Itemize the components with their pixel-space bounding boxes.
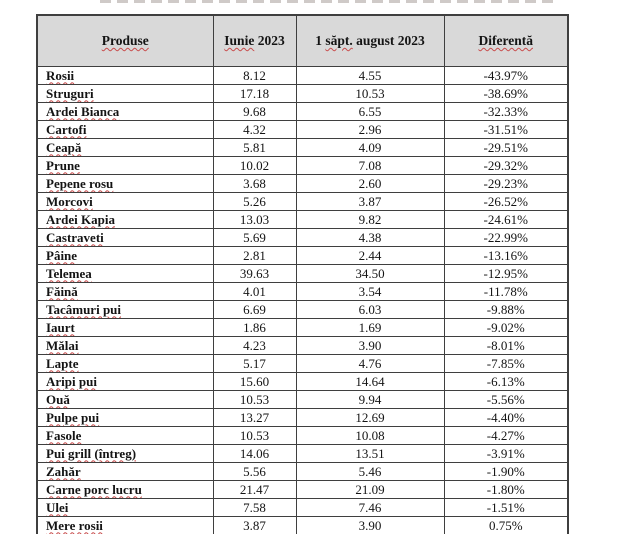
table-row (37, 445, 568, 463)
product-name-cell (37, 211, 213, 229)
product-name-label: Lapte (46, 355, 79, 371)
table-row (37, 247, 568, 265)
difference-cell: -1.90% (444, 463, 568, 481)
table-row (37, 463, 568, 481)
product-name-cell (37, 247, 213, 265)
product-name-cell (37, 319, 213, 337)
difference-cell: -38.69% (444, 85, 568, 103)
table-row (37, 157, 568, 175)
table-body (37, 67, 568, 534)
august-value-cell: 2.44 (296, 247, 444, 265)
product-name-cell (37, 193, 213, 211)
product-name-cell (37, 481, 213, 499)
product-name-label: Carne porc lucru (46, 481, 142, 497)
august-value-cell: 7.46 (296, 499, 444, 517)
product-name-cell (37, 283, 213, 301)
table-row (37, 175, 568, 193)
june-value-cell: 39.63 (213, 265, 296, 283)
table-row (37, 121, 568, 139)
table-row (37, 427, 568, 445)
price-comparison-table (36, 14, 569, 534)
table-row (37, 283, 568, 301)
product-name-cell (37, 139, 213, 157)
june-value-cell: 21.47 (213, 481, 296, 499)
june-value-cell: 4.23 (213, 337, 296, 355)
product-name-cell (37, 517, 213, 534)
product-name-label: Tacâmuri pui (46, 301, 122, 317)
june-value-cell: 10.02 (213, 157, 296, 175)
product-name-label: Cartofi (46, 121, 87, 137)
product-name-cell (37, 373, 213, 391)
august-value-cell: 12.69 (296, 409, 444, 427)
table-row (37, 409, 568, 427)
header-iunie-2023 (213, 15, 296, 67)
june-value-cell: 2.81 (213, 247, 296, 265)
june-value-cell: 5.81 (213, 139, 296, 157)
product-name-label: Pâine (46, 247, 78, 263)
difference-cell: -4.40% (444, 409, 568, 427)
product-name-cell (37, 157, 213, 175)
product-name-label: Zahăr (46, 463, 81, 479)
product-name-label: Pepene rosu (46, 175, 114, 191)
august-value-cell: 9.82 (296, 211, 444, 229)
june-value-cell: 17.18 (213, 85, 296, 103)
august-value-cell: 9.94 (296, 391, 444, 409)
header-august-2023 (296, 15, 444, 67)
product-name-cell (37, 121, 213, 139)
product-name-label: Morcovi (46, 193, 93, 209)
difference-cell: -9.88% (444, 301, 568, 319)
product-name-cell (37, 85, 213, 103)
header-august-abbrev: săpt. (325, 33, 353, 48)
august-value-cell: 14.64 (296, 373, 444, 391)
difference-cell: -29.51% (444, 139, 568, 157)
august-value-cell: 2.60 (296, 175, 444, 193)
june-value-cell: 14.06 (213, 445, 296, 463)
difference-cell: -6.13% (444, 373, 568, 391)
product-name-cell (37, 265, 213, 283)
product-name-cell (37, 301, 213, 319)
difference-cell: -1.51% (444, 499, 568, 517)
august-value-cell: 3.90 (296, 337, 444, 355)
table-row (37, 301, 568, 319)
product-name-label: Mere rosii (46, 517, 103, 533)
product-name-label: Rosii (46, 67, 75, 83)
header-iunie-year: 2023 (254, 33, 285, 48)
difference-cell: -13.16% (444, 247, 568, 265)
table-row (37, 337, 568, 355)
august-value-cell: 4.76 (296, 355, 444, 373)
product-name-cell (37, 391, 213, 409)
product-name-label: Struguri (46, 85, 94, 101)
difference-cell: -1.80% (444, 481, 568, 499)
product-name-label: Ardei Bianca (46, 103, 120, 119)
product-name-label: Aripi pui (46, 373, 97, 389)
product-name-label: Pulpe pui (46, 409, 100, 425)
june-value-cell: 13.27 (213, 409, 296, 427)
june-value-cell: 10.53 (213, 427, 296, 445)
august-value-cell: 5.46 (296, 463, 444, 481)
difference-cell: -12.95% (444, 265, 568, 283)
june-value-cell: 3.68 (213, 175, 296, 193)
table-row (37, 67, 568, 85)
table-row (37, 355, 568, 373)
table-row (37, 517, 568, 534)
product-name-label: Ulei (46, 499, 69, 515)
table-row (37, 265, 568, 283)
header-row (37, 15, 568, 67)
product-name-cell (37, 409, 213, 427)
product-name-label: Făină (46, 283, 78, 299)
product-name-label: Telemea (46, 265, 92, 281)
product-name-cell (37, 463, 213, 481)
table-row (37, 319, 568, 337)
product-name-cell (37, 229, 213, 247)
difference-cell: -29.23% (444, 175, 568, 193)
table-row (37, 211, 568, 229)
product-name-label: Ardei Kapia (46, 211, 115, 227)
table-row (37, 103, 568, 121)
product-name-cell (37, 499, 213, 517)
june-value-cell: 3.87 (213, 517, 296, 534)
august-value-cell: 6.03 (296, 301, 444, 319)
product-name-label: Prune (46, 157, 80, 173)
table-row (37, 85, 568, 103)
product-name-label: Pui grill (întreg) (46, 445, 137, 461)
june-value-cell: 5.69 (213, 229, 296, 247)
difference-cell: -29.32% (444, 157, 568, 175)
difference-cell: -4.27% (444, 427, 568, 445)
table-row (37, 391, 568, 409)
august-value-cell: 10.08 (296, 427, 444, 445)
product-name-label: Fasole (46, 427, 82, 443)
product-name-cell (37, 427, 213, 445)
august-value-cell: 4.09 (296, 139, 444, 157)
august-value-cell: 1.69 (296, 319, 444, 337)
product-name-cell (37, 337, 213, 355)
difference-cell: -3.91% (444, 445, 568, 463)
header-august-rest: august 2023 (352, 33, 425, 48)
table-row (37, 139, 568, 157)
product-name-cell (37, 175, 213, 193)
june-value-cell: 4.01 (213, 283, 296, 301)
product-name-cell (37, 445, 213, 463)
difference-cell: -7.85% (444, 355, 568, 373)
difference-cell: 0.75% (444, 517, 568, 534)
august-value-cell: 10.53 (296, 85, 444, 103)
june-value-cell: 5.56 (213, 463, 296, 481)
august-value-cell: 3.54 (296, 283, 444, 301)
product-name-cell (37, 355, 213, 373)
august-value-cell: 3.90 (296, 517, 444, 534)
table-row (37, 481, 568, 499)
header-diferenta-label: Diferentă (478, 33, 533, 48)
table-header (37, 15, 568, 67)
august-value-cell: 21.09 (296, 481, 444, 499)
difference-cell: -11.78% (444, 283, 568, 301)
header-diferenta (444, 15, 568, 67)
difference-cell: -43.97% (444, 67, 568, 85)
difference-cell: -31.51% (444, 121, 568, 139)
august-value-cell: 6.55 (296, 103, 444, 121)
clipped-title-fragment (100, 0, 555, 3)
june-value-cell: 13.03 (213, 211, 296, 229)
august-value-cell: 13.51 (296, 445, 444, 463)
august-value-cell: 34.50 (296, 265, 444, 283)
product-name-label: Iaurt (46, 319, 75, 335)
june-value-cell: 8.12 (213, 67, 296, 85)
product-name-label: Mălai (46, 337, 79, 353)
august-value-cell: 4.38 (296, 229, 444, 247)
june-value-cell: 15.60 (213, 373, 296, 391)
header-produse-label: Produse (101, 33, 149, 48)
difference-cell: -9.02% (444, 319, 568, 337)
product-name-label: Castraveti (46, 229, 104, 245)
june-value-cell: 9.68 (213, 103, 296, 121)
difference-cell: -24.61% (444, 211, 568, 229)
table-row (37, 499, 568, 517)
june-value-cell: 6.69 (213, 301, 296, 319)
header-produse (37, 15, 213, 67)
august-value-cell: 3.87 (296, 193, 444, 211)
product-name-label: Ouă (46, 391, 70, 407)
header-iunie-label: Iunie (224, 33, 255, 48)
product-name-cell (37, 67, 213, 85)
june-value-cell: 7.58 (213, 499, 296, 517)
product-name-cell (37, 103, 213, 121)
table-row (37, 229, 568, 247)
june-value-cell: 10.53 (213, 391, 296, 409)
august-value-cell: 2.96 (296, 121, 444, 139)
difference-cell: -26.52% (444, 193, 568, 211)
august-value-cell: 7.08 (296, 157, 444, 175)
difference-cell: -8.01% (444, 337, 568, 355)
difference-cell: -5.56% (444, 391, 568, 409)
june-value-cell: 1.86 (213, 319, 296, 337)
june-value-cell: 5.26 (213, 193, 296, 211)
product-name-label: Ceapă (46, 139, 82, 155)
june-value-cell: 4.32 (213, 121, 296, 139)
august-value-cell: 4.55 (296, 67, 444, 85)
difference-cell: -32.33% (444, 103, 568, 121)
june-value-cell: 5.17 (213, 355, 296, 373)
difference-cell: -22.99% (444, 229, 568, 247)
table-row (37, 373, 568, 391)
table-row (37, 193, 568, 211)
header-august-prefix: 1 (315, 33, 326, 48)
